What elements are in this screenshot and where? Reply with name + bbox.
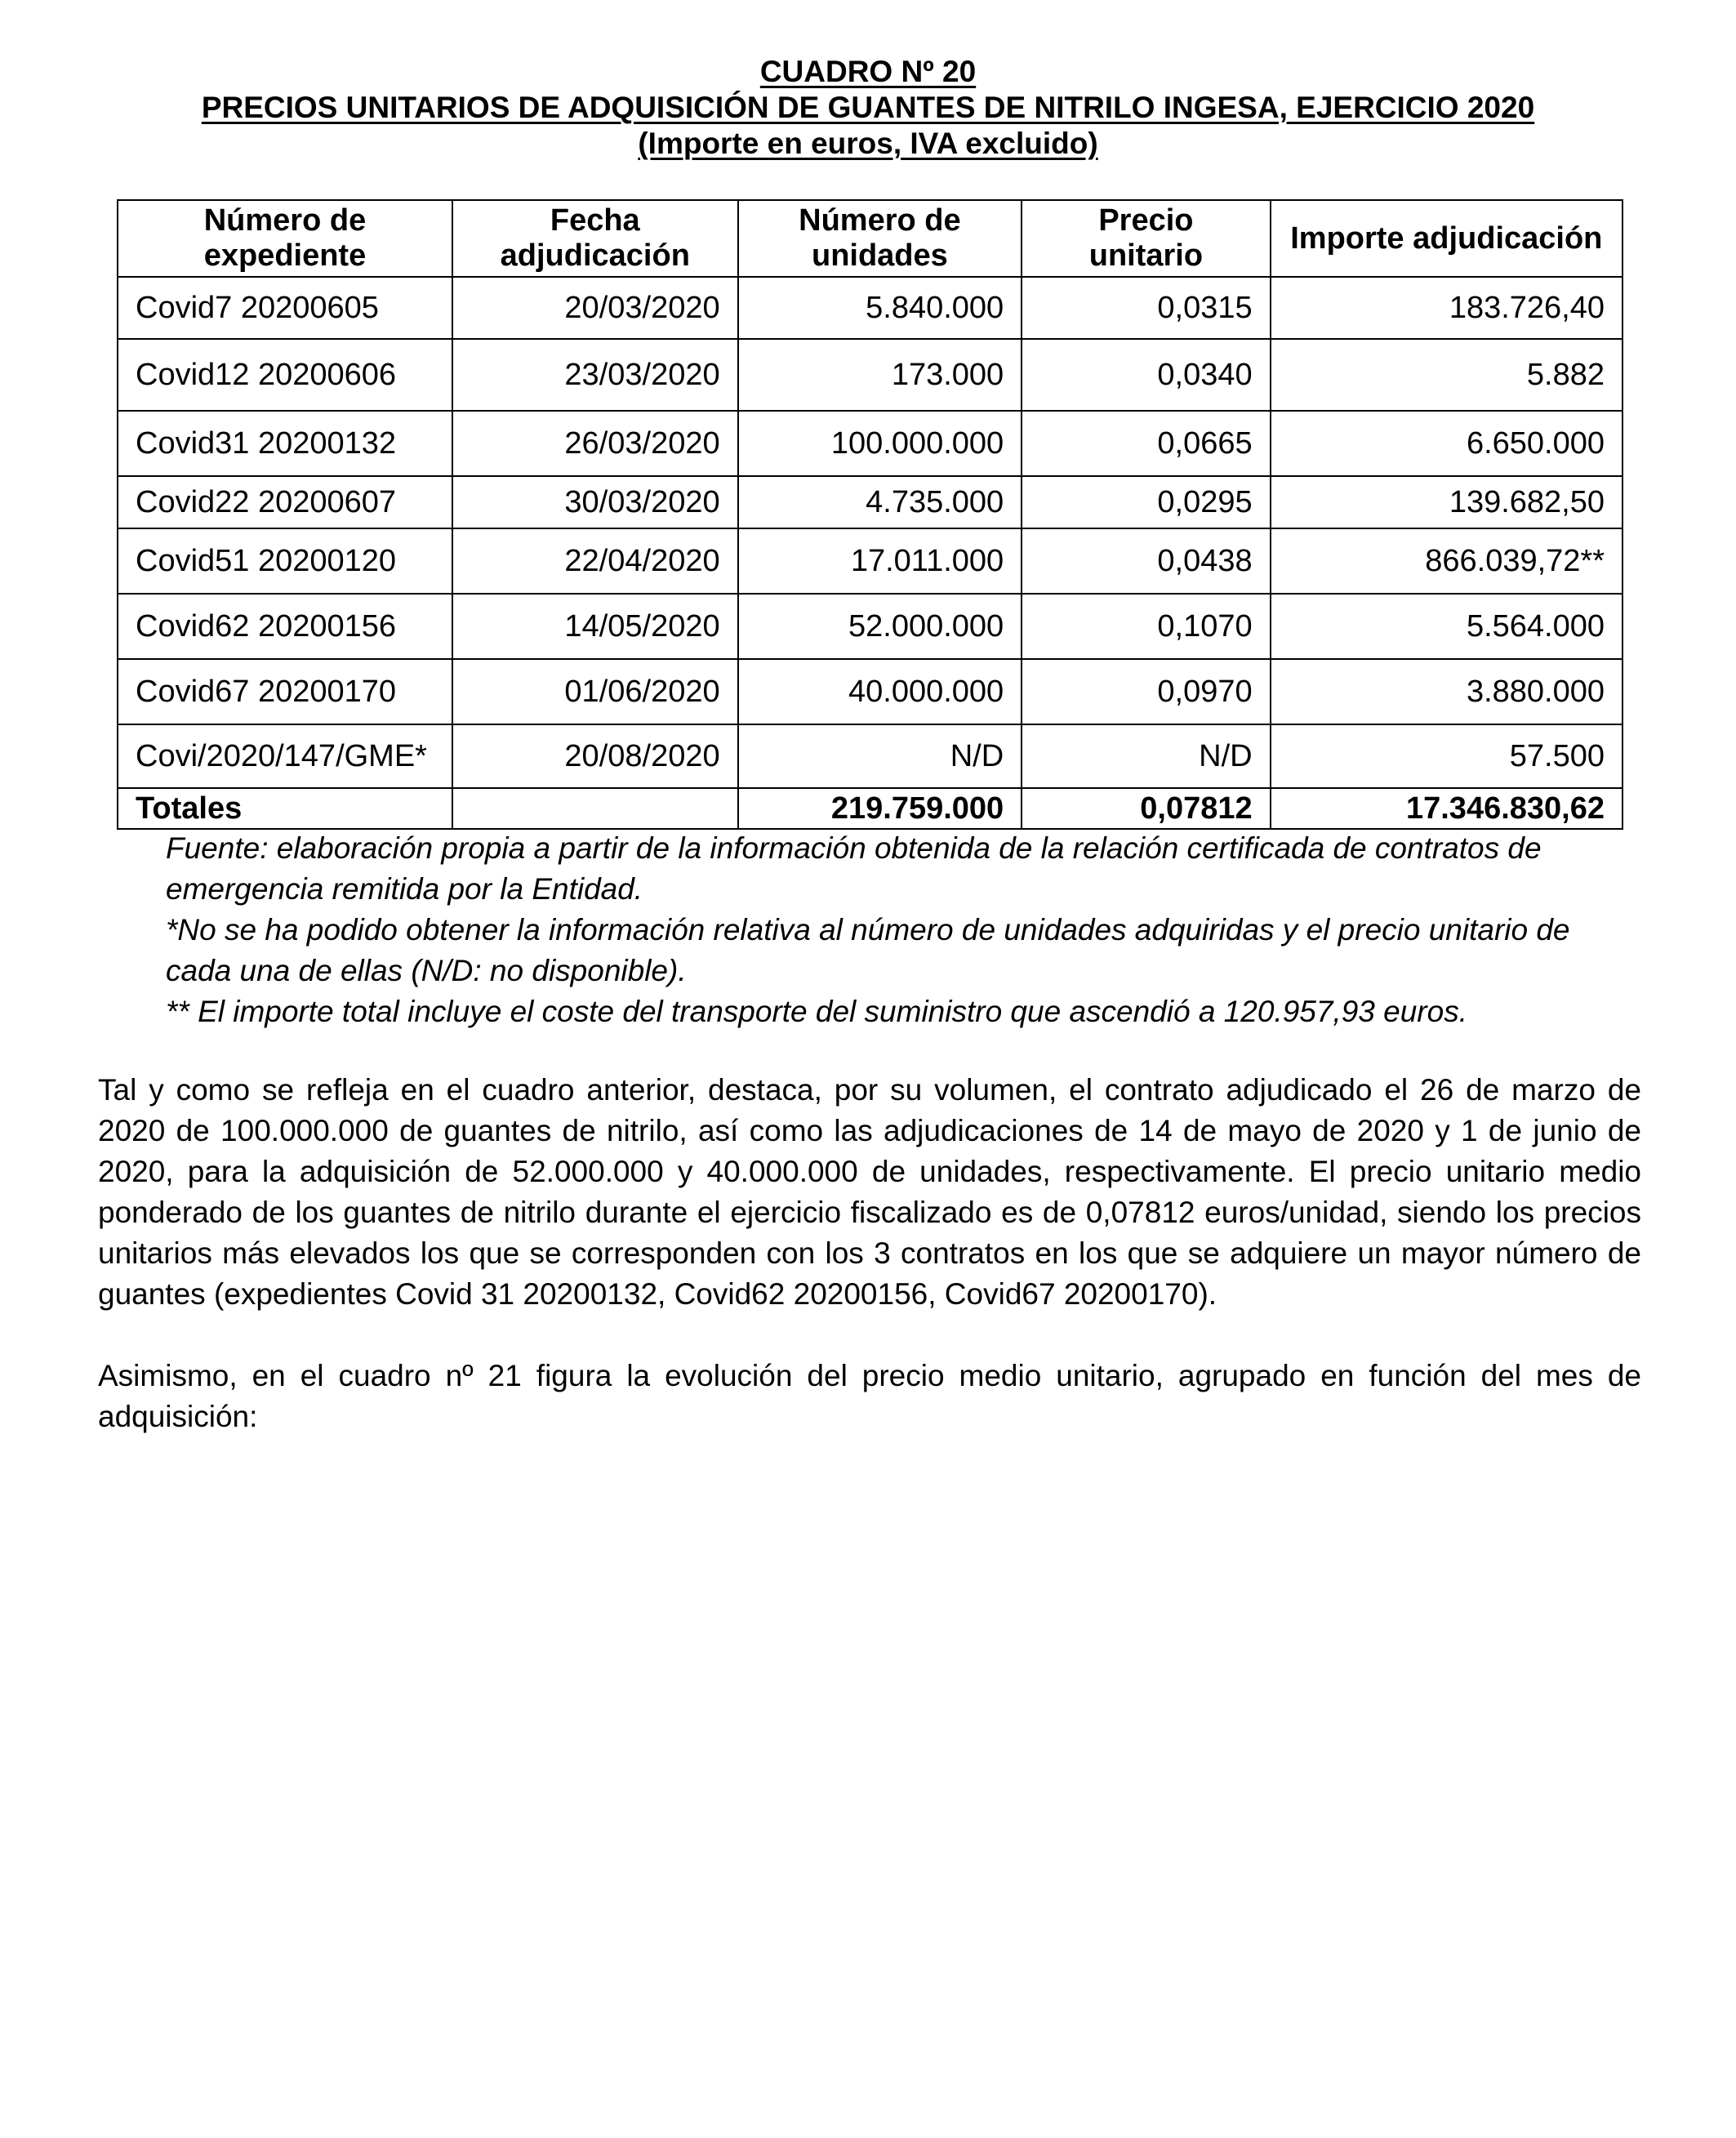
cell-unidades: 4.735.000 <box>738 476 1022 528</box>
cell-precio: 0,0340 <box>1022 339 1270 411</box>
table-notes <box>166 828 1627 1032</box>
table-row <box>118 277 1622 339</box>
table-row <box>118 528 1622 594</box>
cell-unidades: N/D <box>738 724 1022 788</box>
table-row <box>118 339 1622 411</box>
cell-importe: 57.500 <box>1271 724 1622 788</box>
totals-fecha <box>452 788 738 829</box>
column-header-unidades: Número de unidades <box>738 200 1022 277</box>
cell-precio: 0,1070 <box>1022 594 1270 659</box>
cell-importe: 183.726,40 <box>1271 277 1622 339</box>
cell-precio: 0,0970 <box>1022 659 1270 724</box>
cell-expediente: Covid67 20200170 <box>118 659 452 724</box>
cell-precio: 0,0295 <box>1022 476 1270 528</box>
cell-importe: 5.564.000 <box>1271 594 1622 659</box>
table-row <box>118 411 1622 476</box>
totals-unidades: 219.759.000 <box>738 788 1022 829</box>
totals-label: Totales <box>118 788 452 829</box>
column-header-expediente: Número de expediente <box>118 200 452 277</box>
table-title-block <box>0 54 1736 162</box>
glove-prices-table <box>117 199 1623 830</box>
cell-precio: 0,0665 <box>1022 411 1270 476</box>
column-header-importe: Importe adjudicación <box>1271 200 1622 277</box>
cell-expediente: Covid12 20200606 <box>118 339 452 411</box>
table-number-title: CUADRO Nº 20 <box>759 55 977 88</box>
table-unit-note: (Importe en euros, IVA excluido) <box>638 127 1098 160</box>
table-row <box>118 594 1622 659</box>
totals-importe: 17.346.830,62 <box>1271 788 1622 829</box>
cell-unidades: 173.000 <box>738 339 1022 411</box>
cell-expediente: Covid7 20200605 <box>118 277 452 339</box>
table-subtitle: PRECIOS UNITARIOS DE ADQUISICIÓN DE GUANTES DE NITRILO INGESA, EJERCICIO 2020 <box>201 91 1535 124</box>
cell-importe: 139.682,50 <box>1271 476 1622 528</box>
table-row <box>118 476 1622 528</box>
cell-expediente: Covid51 20200120 <box>118 528 452 594</box>
cell-expediente: Covid31 20200132 <box>118 411 452 476</box>
cell-precio: N/D <box>1022 724 1270 788</box>
cell-expediente: Covid62 20200156 <box>118 594 452 659</box>
column-header-fecha: Fecha adjudicación <box>452 200 738 277</box>
cell-fecha: 01/06/2020 <box>452 659 738 724</box>
cell-unidades: 100.000.000 <box>738 411 1022 476</box>
totals-row <box>118 788 1622 829</box>
cell-precio: 0,0315 <box>1022 277 1270 339</box>
cell-importe: 3.880.000 <box>1271 659 1622 724</box>
cell-importe: 6.650.000 <box>1271 411 1622 476</box>
table-row <box>118 659 1622 724</box>
cell-importe: 866.039,72** <box>1271 528 1622 594</box>
cell-expediente: Covid22 20200607 <box>118 476 452 528</box>
table-header-row <box>118 200 1622 277</box>
source-note: Fuente: elaboración propia a partir de la información obtenida de la relación certificada de contratos de emergencia remitida por la Entidad. <box>166 831 1542 906</box>
cell-unidades: 40.000.000 <box>738 659 1022 724</box>
cell-fecha: 26/03/2020 <box>452 411 738 476</box>
footnote-asterisk: *No se ha podido obtener la información relativa al número de unidades adquiridas y el precio unitario de cada una de ellas (N/D: no disponible). <box>166 913 1570 987</box>
body-paragraph-1: Tal y como se refleja en el cuadro anterior, destaca, por su volumen, el contrato adjudicado el 26 de marzo de 2020 de 100.000.000 de guantes de nitrilo, así como las adjudicaciones de 14 de mayo de 2020 y 1 de junio de 2020, para la adquisición de 52.000.000 y 40.000.000 de unidades, respectivamente. El precio unitario medio ponderado de los guantes de nitrilo durante el ejercicio fiscalizado es de 0,07812 euros/unidad, siendo los precios unitarios más elevados los que se corresponden con los 3 contratos en los que se adquiere un mayor número de guantes (expedientes Covid 31 20200132, Covid62 20200156, Covid67 20200170). <box>98 1073 1641 1311</box>
cell-unidades: 5.840.000 <box>738 277 1022 339</box>
cell-fecha: 22/04/2020 <box>452 528 738 594</box>
cell-importe: 5.882 <box>1271 339 1622 411</box>
column-header-precio: Precio unitario <box>1022 200 1270 277</box>
cell-expediente: Covi/2020/147/GME* <box>118 724 452 788</box>
cell-precio: 0,0438 <box>1022 528 1270 594</box>
cell-fecha: 20/08/2020 <box>452 724 738 788</box>
cell-fecha: 30/03/2020 <box>452 476 738 528</box>
body-paragraph-2: Asimismo, en el cuadro nº 21 figura la evolución del precio medio unitario, agrupado en función del mes de adquisición: <box>98 1359 1641 1433</box>
footnote-double-asterisk: ** El importe total incluye el coste del transporte del suministro que ascendió a 120.957,93 euros. <box>166 995 1467 1028</box>
table-row <box>118 724 1622 788</box>
cell-unidades: 17.011.000 <box>738 528 1022 594</box>
cell-unidades: 52.000.000 <box>738 594 1022 659</box>
totals-precio: 0,07812 <box>1022 788 1270 829</box>
cell-fecha: 14/05/2020 <box>452 594 738 659</box>
cell-fecha: 20/03/2020 <box>452 277 738 339</box>
cell-fecha: 23/03/2020 <box>452 339 738 411</box>
